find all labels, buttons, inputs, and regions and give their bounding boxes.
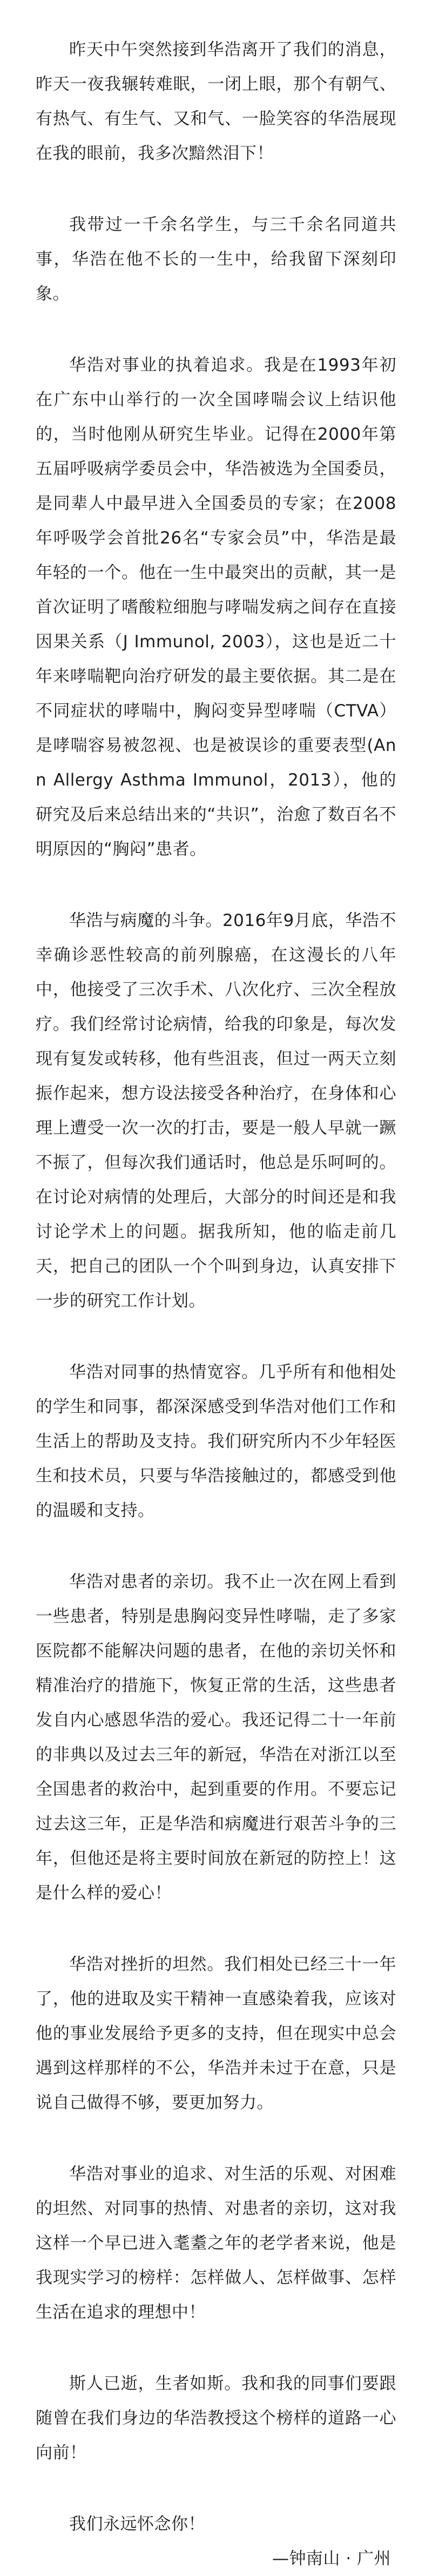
paragraph-opening: 昨天中午突然接到华浩离开了我们的消息，昨天一夜我辗转难眠，一闭上眼，那个有朝气、有热气、有生气、又和气、一脸笑容的华浩展现在我的眼前，我多次黯然泪下！	[36, 40, 396, 163]
closing-line: 我们永远怀念你！	[69, 2514, 205, 2534]
signature: —钟南山 · 广州	[272, 2549, 391, 2568]
paragraph-impression: 我带过一千余名学生，与三千余名同道共事，华浩在他不长的一生中，给我留下深刻印象。	[36, 215, 396, 304]
paragraph-farewell: 斯人已逝，生者如斯。我和我的同事们要跟随曾在我们身边的华浩教授这个榜样的道路一心向前！	[36, 2374, 396, 2463]
paragraph-illness: 华浩与病魔的斗争。2016年9月底，华浩不幸确诊恶性较高的前列腺癌，在这漫长的八年中，他接受了三次手术、八次化疗、三次全程放疗。我们经常讨论病情，给我的印象是，每次发现有复发或转移，他有些沮丧，但过一两天立刻振作起来，想方设法接受各种治疗，在身体和心理上遭受一次一次的打击，要是一般人早就一蹶不振了，但每次我们通话时，他总是乐呵呵的。在讨论对病情的处理后，大部分的时间还是和我讨论学术上的问题。据我所知，他的临走前几天，把自己的团队一个个叫到身边，认真安排下一步的研究工作计划。	[36, 911, 396, 1311]
paragraph-colleagues: 华浩对同事的热情宽容。几乎所有和他相处的学生和同事，都深深感受到华浩对他们工作和生活上的帮助及支持。我们研究所内不少年轻医生和技术员，只要与华浩接触过的，都感受到他的温暖和支持。	[36, 1363, 396, 1520]
paragraph-role-model: 华浩对事业的追求、对生活的乐观、对困难的坦然、对同事的热情、对患者的亲切，这对我这样一个早已进入耄耋之年的老学者来说，他是我现实学习的榜样：怎样做人、怎样做事、怎样生活在追求的理想中！	[36, 2164, 396, 2322]
paragraph-career: 华浩对事业的执着追求。我是在1993年初在广东中山举行的一次全国哮喘会议上结识他的，当时他刚从研究生毕业。记得在2000年第五届呼吸病学委员会中，华浩被选为全国委员，是同辈人中最早进入全国委员的专家；在2008年呼吸学会首批26名“专家会员”中，华浩是最年轻的一个。他在一生中最突出的贡献，其一是首次证明了嗜酸粒细胞与哮喘发病之间存在直接因果关系（J Immunol, 2003），这也是近二十年来哮喘靶向治疗研发的最主要依据。其二是在不同症状的哮喘中，胸闷变异型哮喘（CTVA）是哮喘容易被忽视、也是被误诊的重要表型(Ann Allergy Asthma Immunol，2013），他的研究及后来总结出来的“共识”，治愈了数百名不明原因的“胸闷”患者。	[36, 355, 396, 859]
paragraph-setbacks: 华浩对挫折的坦然。我们相处已经三十一年了，他的进取及实干精神一直感染着我，应该对他的事业发展给予更多的支持，但在现实中总会遇到这样那样的不公，华浩并未过于在意，只是说自己做得不够，要更加努力。	[36, 1955, 396, 2112]
paragraph-patients: 华浩对患者的亲切。我不止一次在网上看到一些患者，特别是患胸闷变异性哮喘，走了多家医院都不能解决问题的患者，在他的亲切关怀和精准治疗的措施下，恢复正常的生活，这些患者发自内心感恩华浩的爱心。我还记得二十一年前的非典以及过去三年的新冠，华浩在对浙江以至全国患者的救治中，起到重要的作用。不要忘记过去这三年，正是华浩和病魔进行艰苦斗争的三年，但他还是将主要时间放在新冠的防控上！这是什么样的爱心！	[36, 1572, 396, 1903]
